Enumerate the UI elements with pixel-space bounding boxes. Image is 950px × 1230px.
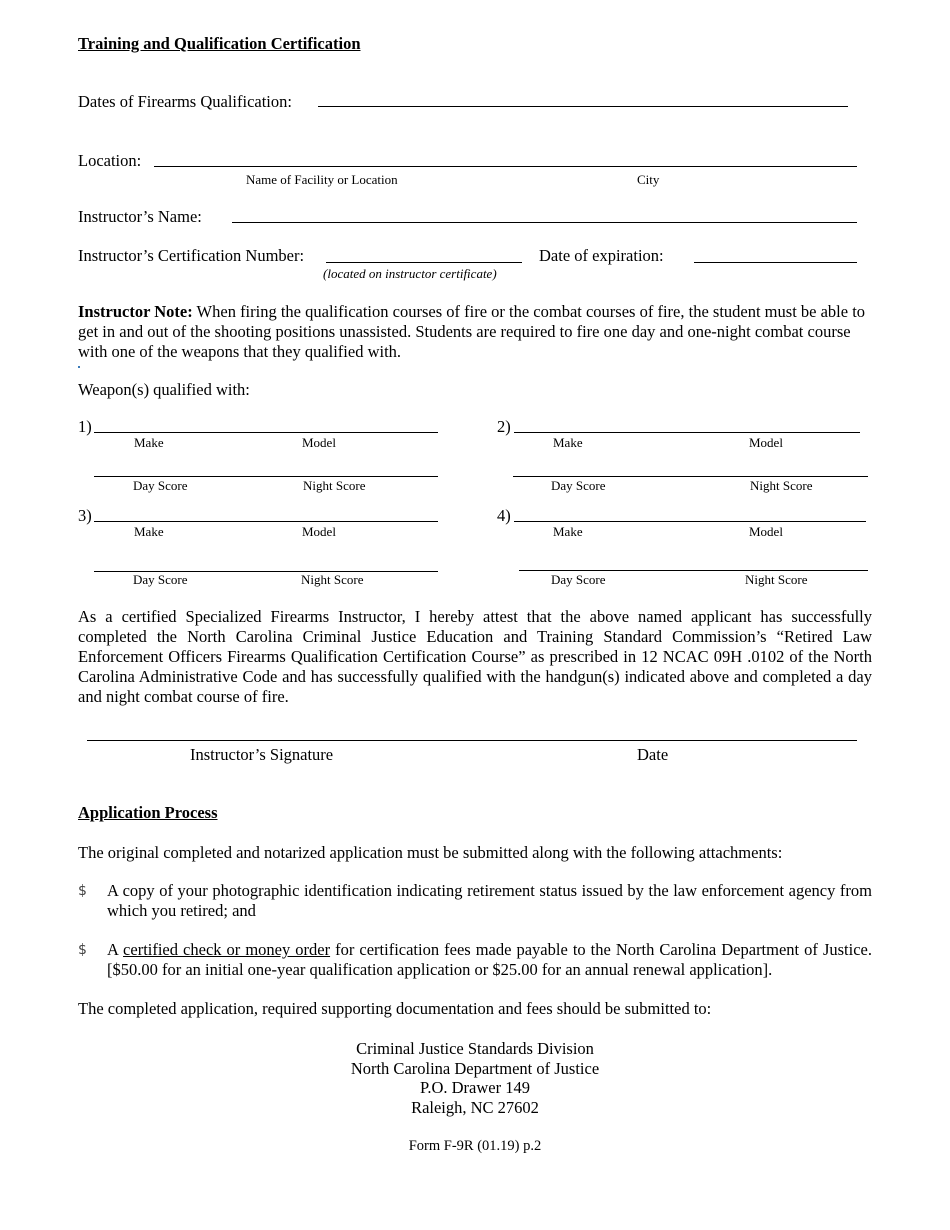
weapon-3-model-caption: Model — [302, 524, 336, 539]
weapon-1-number: 1) — [78, 417, 92, 436]
instructor-name-label: Instructor’s Name: — [78, 207, 202, 226]
weapon-4-model-caption: Model — [749, 524, 783, 539]
weapon-1-make-model-line — [94, 432, 438, 433]
cert-number-field[interactable] — [328, 242, 520, 262]
weapon-2-make-caption: Make — [553, 435, 583, 450]
weapon-1-model-caption: Model — [302, 435, 336, 450]
dates-field[interactable] — [320, 86, 846, 106]
location-label: Location: — [78, 151, 142, 170]
weapon-3-score-field[interactable] — [96, 551, 436, 571]
bullet-2-text — [107, 940, 872, 980]
weapon-1-night-score-caption: Night Score — [303, 478, 366, 493]
dates-line — [318, 106, 848, 107]
location-line — [154, 166, 857, 167]
cert-number-caption: (located on instructor certificate) — [323, 266, 497, 281]
bullet-2-prefix: A — [107, 940, 124, 959]
bullet-2-rest: for certification fees made payable to the North Carolina Department of Justice. [$50.00 for an initial one-year qualification application or $25.00 for an annual renewal application]. — [107, 940, 872, 979]
weapon-2-make-model-field[interactable] — [516, 412, 858, 432]
instructor-note — [78, 302, 872, 362]
expiration-label: Date of expiration: — [539, 246, 664, 265]
signature-field[interactable] — [89, 720, 855, 740]
weapon-4-score-line — [519, 570, 868, 571]
weapon-2-day-score-caption: Day Score — [551, 478, 606, 493]
bullet-2-symbol: $ — [78, 942, 87, 958]
instructor-name-line — [232, 222, 857, 223]
signature-caption: Instructor’s Signature — [190, 745, 334, 764]
weapon-4-day-score-caption: Day Score — [551, 572, 606, 587]
address-line-2: North Carolina Department of Justice — [350, 1059, 600, 1078]
weapon-1-score-field[interactable] — [96, 456, 436, 476]
bullet-1-text: A copy of your photographic identification indicating retirement status issued by the law enforcement agency from which you retired; and — [107, 881, 872, 920]
weapon-1-make-model-field[interactable] — [96, 412, 436, 432]
weapon-2-make-model-line — [514, 432, 860, 433]
city-field[interactable] — [590, 146, 855, 166]
weapon-2-night-score-caption: Night Score — [750, 478, 813, 493]
weapon-2-score-field[interactable] — [515, 456, 866, 476]
weapon-3-number: 3) — [78, 506, 92, 525]
application-intro: The original completed and notarized application must be submitted along with the following attachments: — [78, 843, 783, 862]
attestation-text: As a certified Specialized Firearms Instructor, I hereby attest that the above named applicant has successfully completed the North Carolina Criminal Justice Education and Training Standard Commission’s “Retired Law Enforcement Officers Firearms Qualification Certification Course” as prescribed in 12 NCAC 09H .0102 of the North Carolina Administrative Code and has successfully qualified with the handgun(s) indicated above and completed a day and night combat course of fire. — [78, 607, 872, 706]
weapons-heading: Weapon(s) qualified with: — [78, 380, 250, 399]
weapon-3-make-model-field[interactable] — [96, 501, 436, 521]
bullet-1-symbol: $ — [78, 883, 87, 899]
address-line-4: Raleigh, NC 27602 — [411, 1098, 539, 1117]
instructor-note-title: Instructor Note: — [78, 302, 193, 321]
submit-text: The completed application, required supporting documentation and fees should be submitted to: — [78, 999, 712, 1018]
instructor-note-body: When firing the qualification courses of fire or the combat courses of fire, the student must be able to get in and out of the shooting positions unassisted. Students are required to fire one day and one-night combat course with one of the weapons that they qualified with. — [78, 302, 866, 361]
weapon-4-night-score-caption: Night Score — [745, 572, 808, 587]
weapon-1-day-score-caption: Day Score — [133, 478, 188, 493]
weapon-4-make-caption: Make — [553, 524, 583, 539]
application-title: Application Process — [78, 803, 218, 822]
expiration-field[interactable] — [696, 242, 855, 262]
signature-line — [87, 740, 857, 741]
weapon-1-score-line — [94, 476, 438, 477]
weapon-3-day-score-caption: Day Score — [133, 572, 188, 587]
expiration-line — [694, 262, 857, 263]
facility-field[interactable] — [156, 146, 586, 166]
weapon-4-number: 4) — [497, 506, 511, 525]
weapon-3-make-model-line — [94, 521, 438, 522]
city-caption: City — [637, 172, 660, 187]
weapon-4-score-field[interactable] — [521, 550, 866, 570]
address-line-1: Criminal Justice Standards Division — [356, 1039, 594, 1058]
bullet-2-underlined: certified check or money order — [123, 940, 331, 959]
weapon-4-make-model-field[interactable] — [516, 501, 864, 521]
weapon-4-make-model-line — [514, 521, 866, 522]
weapon-2-number: 2) — [497, 417, 511, 436]
weapon-2-model-caption: Model — [749, 435, 783, 450]
stray-dot — [78, 366, 80, 368]
facility-caption: Name of Facility or Location — [246, 172, 398, 187]
cert-number-line — [326, 262, 522, 263]
instructor-name-field[interactable] — [234, 202, 855, 222]
signature-date-caption: Date — [637, 745, 669, 764]
dates-label: Dates of Firearms Qualification: — [78, 92, 292, 111]
form-id: Form F-9R (01.19) p.2 — [408, 1138, 542, 1154]
weapon-3-make-caption: Make — [134, 524, 164, 539]
weapon-3-night-score-caption: Night Score — [301, 572, 364, 587]
weapon-2-score-line — [513, 476, 868, 477]
section-title: Training and Qualification Certification — [78, 34, 361, 53]
weapon-1-make-caption: Make — [134, 435, 164, 450]
address-line-3: P.O. Drawer 149 — [420, 1078, 530, 1097]
cert-number-label: Instructor’s Certification Number: — [78, 246, 305, 265]
